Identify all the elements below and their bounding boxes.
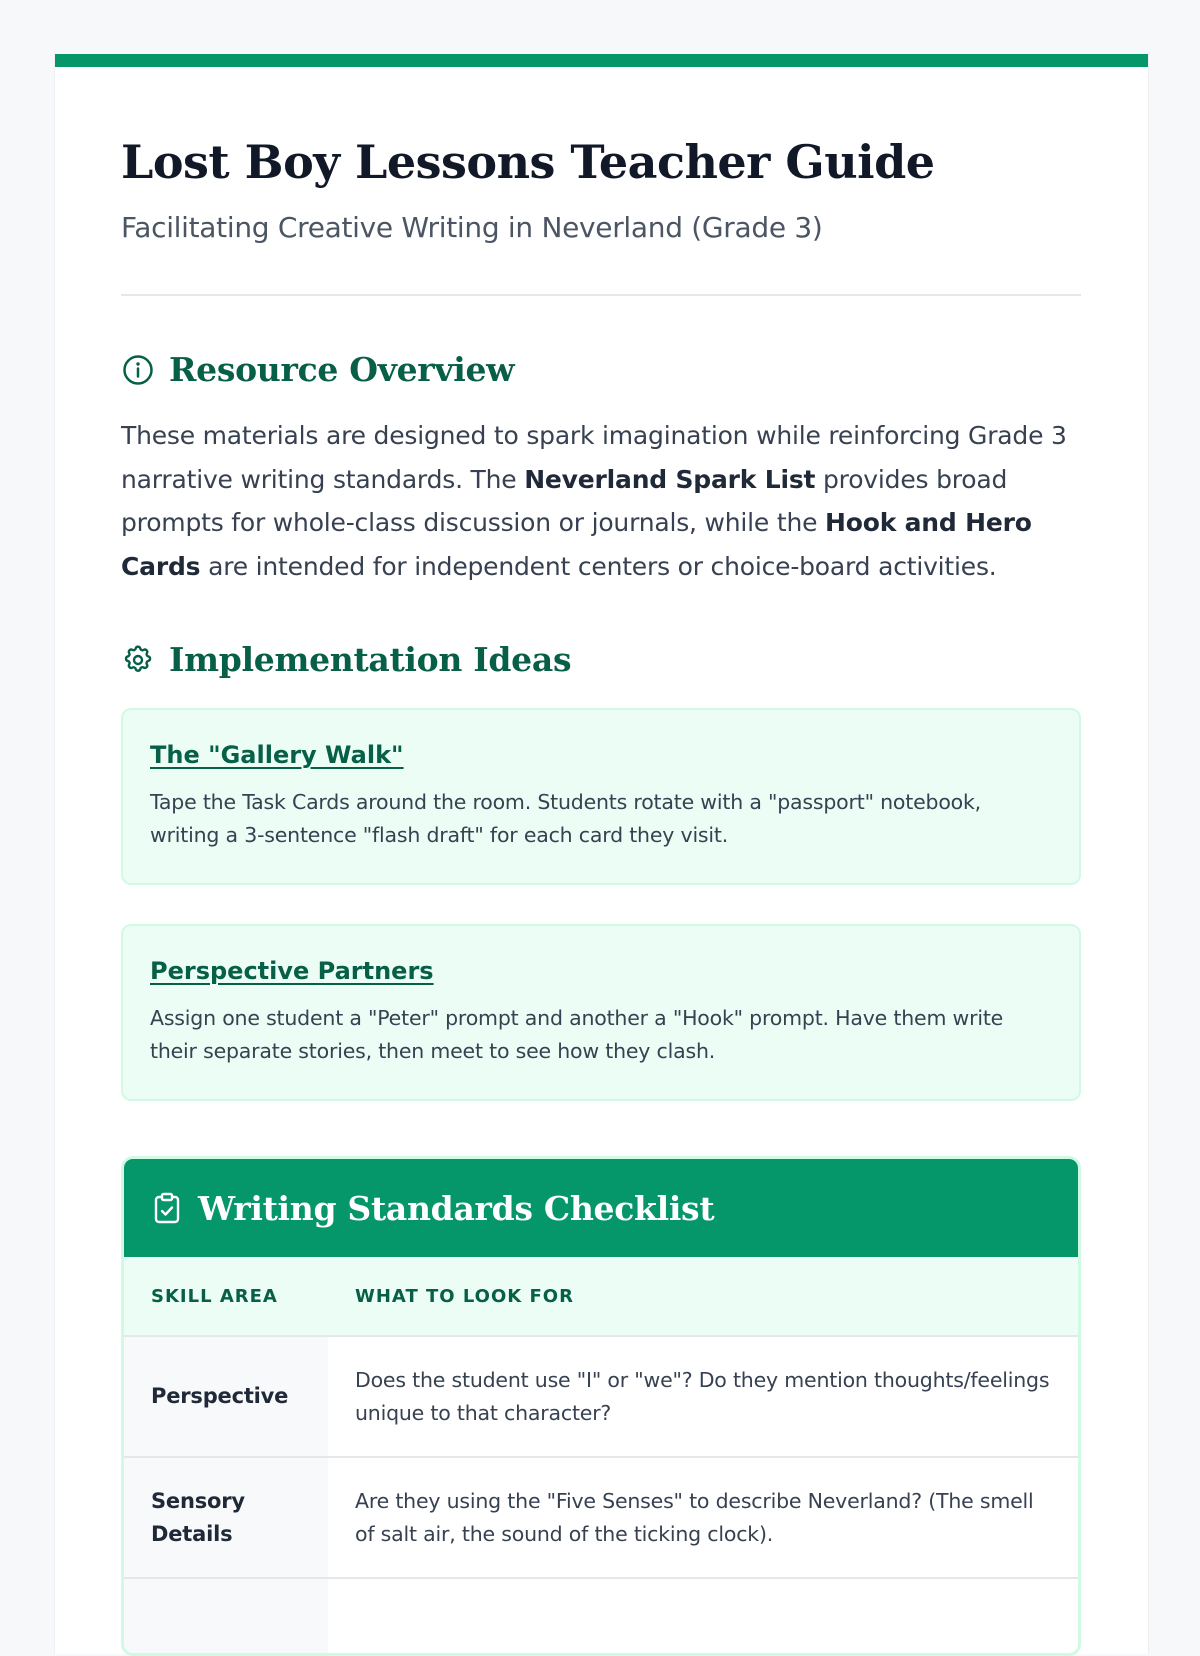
standards-table xyxy=(124,1257,1078,1656)
info-icon xyxy=(121,353,155,387)
writing-standards-checklist xyxy=(121,1156,1081,1656)
skill-area-cell: Sensory Details xyxy=(124,1457,328,1578)
checklist-header xyxy=(124,1159,1078,1257)
idea-card-perspective-partners xyxy=(121,924,1081,1101)
idea-description: Assign one student a "Peter" prompt and another a "Hook" prompt. Have them write their separate stories, then meet to see how they clash. xyxy=(150,1006,1004,1063)
table-header-row xyxy=(124,1257,1078,1336)
look-for-cell: Does the student use "I" or "we"? Do they mention thoughts/feelings unique to that character? xyxy=(328,1336,1078,1457)
clipboard-check-icon xyxy=(152,1191,182,1225)
column-header-what-to-look-for: WHAT TO LOOK FOR xyxy=(328,1257,1078,1336)
page-subtitle: Facilitating Creative Writing in Neverland (Grade 3) xyxy=(121,211,823,244)
checklist-title: Writing Standards Checklist xyxy=(198,1188,715,1228)
resource-overview-title: Resource Overview xyxy=(169,350,515,389)
skill-area-cell-empty xyxy=(124,1578,328,1656)
resource-overview-text xyxy=(121,414,1081,588)
idea-title: Perspective Partners xyxy=(150,957,434,985)
accent-top-bar xyxy=(55,54,1148,67)
idea-title: The "Gallery Walk" xyxy=(150,741,404,769)
header-divider xyxy=(121,294,1081,296)
skill-area-cell: Perspective xyxy=(124,1336,328,1457)
idea-description: Tape the Task Cards around the room. Students rotate with a "passport" notebook, writing a 3-sentence "flash draft" for each card they visit. xyxy=(150,790,981,847)
hook-and-hero-cards-emphasis: Hook and Hero Cards xyxy=(121,508,1032,581)
neverland-spark-list-emphasis: Neverland Spark List xyxy=(524,464,816,494)
table-row xyxy=(124,1457,1078,1578)
implementation-ideas-title: Implementation Ideas xyxy=(169,640,572,679)
gear-icon xyxy=(121,643,155,677)
look-for-cell-empty xyxy=(328,1578,1078,1656)
look-for-cell: Are they using the "Five Senses" to describe Neverland? (The smell of salt air, the sound of the ticking clock). xyxy=(328,1457,1078,1578)
overview-text-part: are intended for independent centers or choice-board activities. xyxy=(200,551,997,581)
page-title: Lost Boy Lessons Teacher Guide xyxy=(121,135,935,189)
resource-overview-heading xyxy=(121,350,514,389)
guide-page xyxy=(54,54,1149,1654)
table-row-partial xyxy=(124,1578,1078,1656)
overview-text-part: provides broad prompts for whole-class discussion or journals, while the xyxy=(121,464,1008,537)
idea-card-gallery-walk xyxy=(121,708,1081,885)
column-header-skill-area: SKILL AREA xyxy=(124,1257,328,1336)
overview-text-part: These materials are designed to spark imagination while reinforcing Grade 3 narrative writing standards. The xyxy=(121,421,1067,494)
table-row xyxy=(124,1336,1078,1457)
implementation-ideas-heading xyxy=(121,640,571,679)
